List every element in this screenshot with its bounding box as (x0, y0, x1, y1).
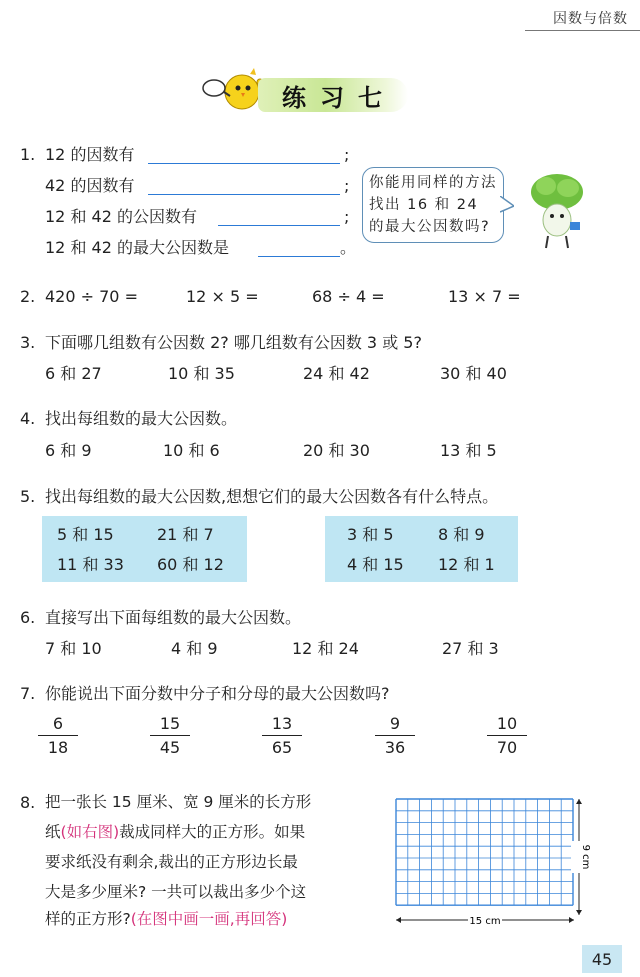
q1-end-1: ; (344, 145, 350, 164)
q5-right-item-4: 12 和 1 (438, 555, 495, 574)
q7-fraction-3 (262, 714, 302, 757)
numerator: 15 (150, 714, 190, 736)
numerator: 10 (487, 714, 527, 736)
header-rule (525, 30, 640, 31)
q7-fraction-2 (150, 714, 190, 757)
q3-number: 3. (20, 333, 36, 352)
q8-see-figure: 如右图 (66, 823, 114, 841)
q1-end-3: ; (344, 207, 350, 226)
q8-line-5 (45, 912, 287, 928)
q1-line-3: 12 和 42 的公因数有 (45, 207, 197, 226)
q1-line-1: 12 的因数有 (45, 145, 135, 164)
q6-item-2: 4 和 9 (171, 639, 218, 658)
q5-left-item-3: 11 和 33 (57, 555, 124, 574)
q2-item-2: 12 × 5 = (186, 287, 259, 306)
q2-item-3: 68 ÷ 4 = (312, 287, 385, 306)
q5-right-item-1: 3 和 5 (347, 525, 394, 544)
q5-right-item-2: 8 和 9 (438, 525, 485, 544)
denominator: 70 (496, 738, 518, 757)
q3-item-1: 6 和 27 (45, 364, 102, 383)
q5-left-item-4: 60 和 12 (157, 555, 224, 574)
q8-paren-open-2: ( (130, 910, 137, 928)
q3-item-2: 10 和 35 (168, 364, 235, 383)
q1-end-4: 。 (340, 238, 357, 257)
numerator: 13 (262, 714, 302, 736)
q6-number: 6. (20, 608, 36, 627)
q7-text: 你能说出下面分数中分子和分母的最大公因数吗? (45, 684, 390, 703)
q8-number: 8. (20, 793, 36, 812)
q4-item-4: 13 和 5 (440, 441, 497, 460)
grid-figure (390, 793, 610, 943)
q4-item-2: 10 和 6 (163, 441, 220, 460)
q7-fraction-5 (487, 714, 527, 757)
section-header: 因数与倍数 (553, 11, 628, 27)
q7-fraction-4 (375, 714, 415, 757)
numerator: 6 (38, 714, 78, 736)
q5-left-item-2: 21 和 7 (157, 525, 214, 544)
q8-line-2b: 裁成同样大的正方形。如果 (119, 823, 306, 841)
page-number: 45 (582, 945, 622, 973)
q1-end-2: ; (344, 176, 350, 195)
q8-line-5a: 样的正方形? (45, 910, 131, 928)
bubble-tail (500, 196, 514, 214)
hint-speech-bubble: 你能用同样的方法找出 16 和 24 的最大公因数吗? (362, 167, 504, 243)
grid-lines (396, 799, 573, 905)
q3-text: 下面哪几组数有公因数 2? 哪几组数有公因数 3 或 5? (45, 333, 422, 352)
q2-number: 2. (20, 287, 36, 306)
q7-number: 7. (20, 684, 36, 703)
q8-paren-close-2: ) (281, 910, 288, 928)
q8-line-1: 把一张长 15 厘米、宽 9 厘米的长方形 (45, 793, 312, 811)
q6-item-1: 7 和 10 (45, 639, 102, 658)
q4-item-3: 20 和 30 (303, 441, 370, 460)
q8-instruction: 在图中画一画,再回答 (136, 910, 282, 928)
q6-item-3: 12 和 24 (292, 639, 359, 658)
q6-text: 直接写出下面每组数的最大公因数。 (45, 608, 302, 627)
q8-line-3: 要求纸没有剩余,裁出的正方形边长最 (45, 853, 298, 871)
page-title: 练习七 (282, 84, 396, 112)
grid-width-label: 15 cm (469, 916, 501, 927)
denominator: 65 (271, 738, 293, 757)
q2-item-1: 420 ÷ 70 = (45, 287, 138, 306)
q8-paren-open: ( (60, 823, 67, 841)
grid-height-label: 9 cm (580, 844, 591, 870)
q1-line-2: 42 的因数有 (45, 176, 135, 195)
q6-item-4: 27 和 3 (442, 639, 499, 658)
q8-line-2 (45, 825, 305, 841)
q3-item-3: 24 和 42 (303, 364, 370, 383)
q2-item-4: 13 × 7 = (448, 287, 521, 306)
q1-line-4: 12 和 42 的最大公因数是 (45, 238, 229, 257)
q4-text: 找出每组数的最大公因数。 (45, 409, 238, 428)
q5-right-item-3: 4 和 15 (347, 555, 404, 574)
q4-item-1: 6 和 9 (45, 441, 92, 460)
cabbage-character-icon (526, 170, 588, 250)
q3-item-4: 30 和 40 (440, 364, 507, 383)
q7-fraction-1 (38, 714, 78, 757)
denominator: 45 (159, 738, 181, 757)
numerator: 9 (375, 714, 415, 736)
q5-number: 5. (20, 487, 36, 506)
q8-line-4: 大是多少厘米? 一共可以裁出多少个这 (45, 883, 307, 901)
q1-answer-blank-1[interactable] (148, 147, 340, 164)
q8-line-2a: 纸 (45, 823, 61, 841)
q1-number: 1. (20, 145, 36, 164)
q5-text: 找出每组数的最大公因数,想想它们的最大公因数各有什么特点。 (45, 487, 499, 506)
q1-answer-blank-2[interactable] (148, 178, 340, 195)
q1-answer-blank-3[interactable] (218, 209, 340, 226)
q5-left-item-1: 5 和 15 (57, 525, 114, 544)
q8-paren-close: ) (113, 823, 120, 841)
q1-answer-blank-4[interactable] (258, 240, 340, 257)
q4-number: 4. (20, 409, 36, 428)
denominator: 36 (384, 738, 406, 757)
denominator: 18 (47, 738, 69, 757)
